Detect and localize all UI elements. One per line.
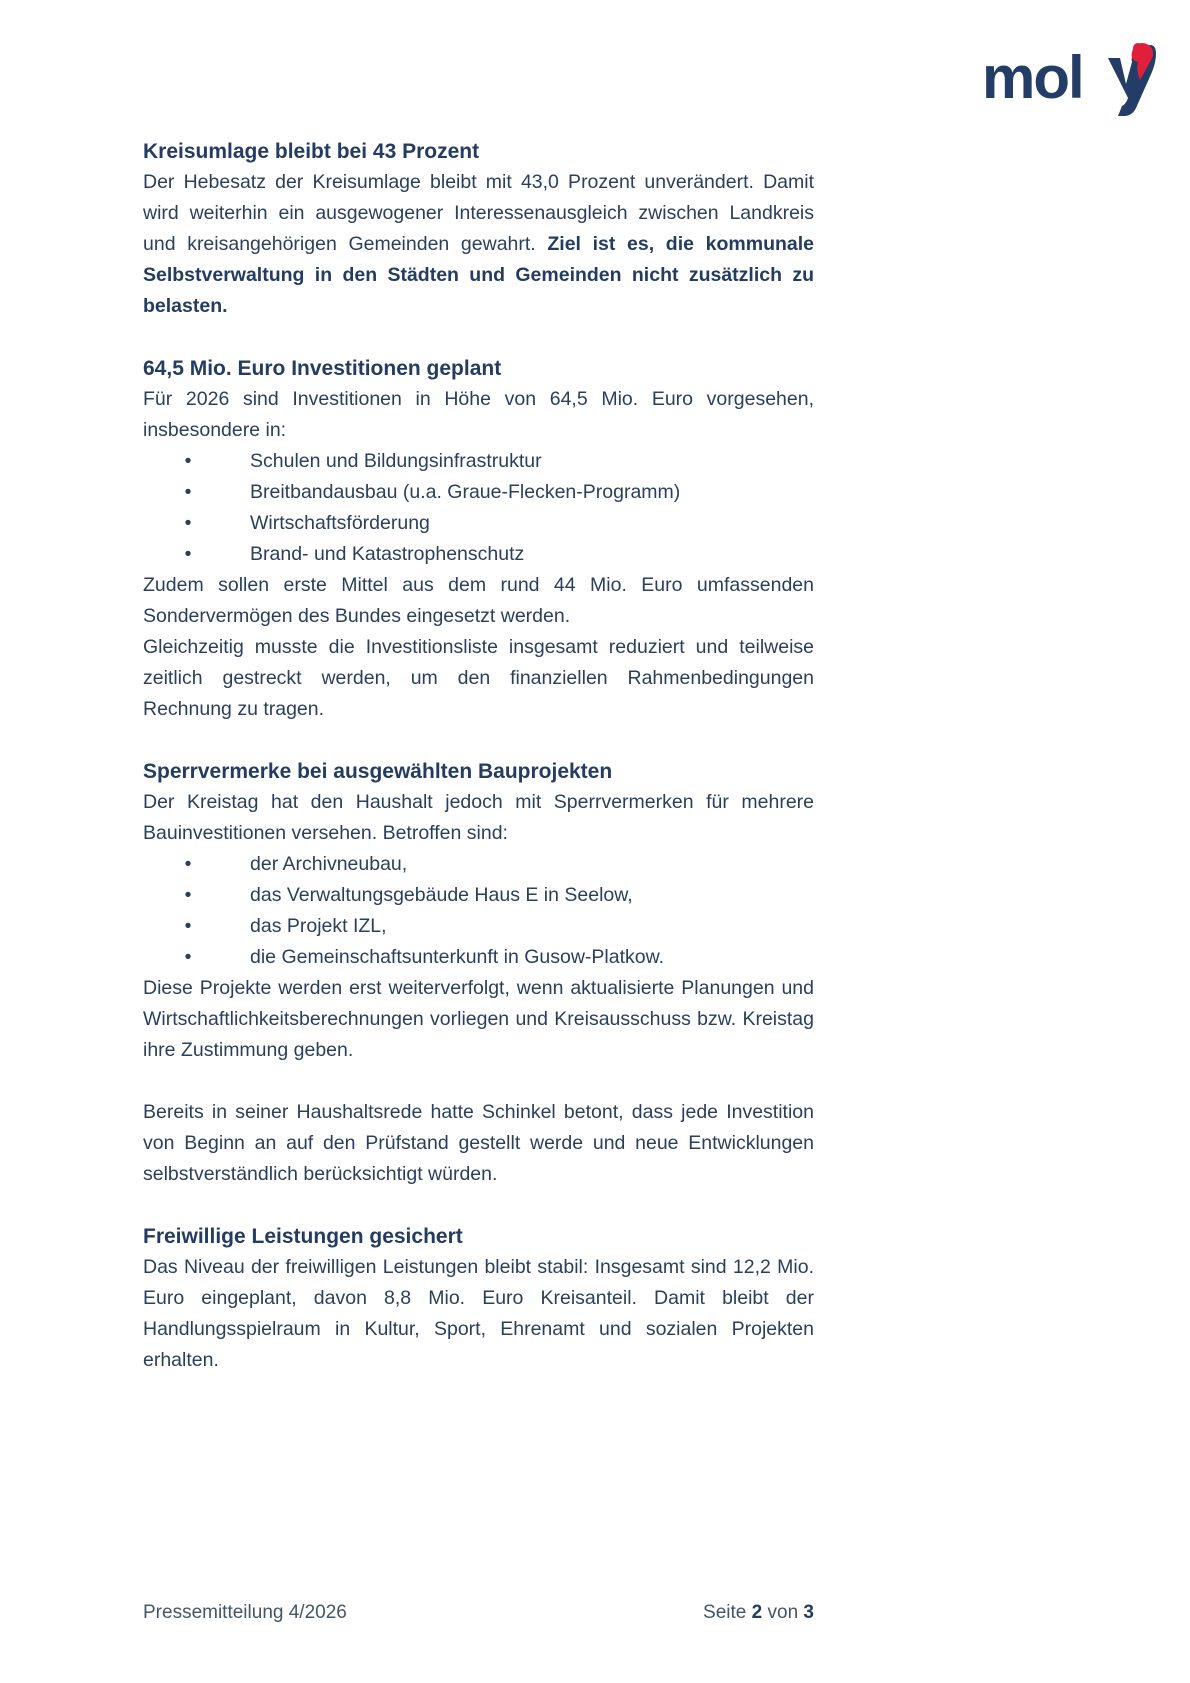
section-paragraph: Das Niveau der freiwilligen Leistungen bleibt stabil: Insgesamt sind 12,2 Mio. Euro eingeplant, davon 8,8 Mio. Euro Kreisanteil. Damit bleibt der Handlungsspielraum in Kultur, Sport, Ehrenamt und sozialen Projekten erhalten. bbox=[143, 1256, 814, 1371]
section-freiwillige-leistungen bbox=[143, 1221, 814, 1376]
list-item-text: die Gemeinschaftsunterkunft in Gusow-Platkow. bbox=[250, 946, 665, 968]
section-heading: 64,5 Mio. Euro Investitionen geplant bbox=[143, 357, 502, 380]
list-item bbox=[143, 880, 814, 911]
list-item-text: Schulen und Bildungsinfrastruktur bbox=[250, 450, 542, 472]
section-heading: Kreisumlage bleibt bei 43 Prozent bbox=[143, 140, 480, 163]
page-current: 2 bbox=[751, 1602, 763, 1623]
list-item bbox=[143, 508, 814, 539]
document-body bbox=[143, 136, 814, 1407]
section-haushaltsrede bbox=[143, 1097, 814, 1190]
page-middle: von bbox=[762, 1602, 804, 1623]
bullet-icon: • bbox=[184, 915, 192, 937]
list-item-text: Wirtschaftsförderung bbox=[250, 512, 430, 534]
section-paragraph: Bereits in seiner Haushaltsrede hatte Schinkel betont, dass jede Investition von Beginn an auf den Prüfstand gestellt werde und neue Entwicklungen selbstverständlich berücksichtigt würden. bbox=[143, 1101, 814, 1185]
bullet-list bbox=[143, 849, 814, 973]
list-item bbox=[143, 942, 814, 973]
list-item-text: Brand- und Katastrophenschutz bbox=[250, 543, 525, 565]
paragraph-bold-text: Ziel ist es, die kommunale Selbstverwaltung in den Städten und Gemeinden nicht zusätzlich zu belasten. bbox=[143, 233, 814, 317]
page-number bbox=[703, 1600, 814, 1626]
section-paragraph: Zudem sollen erste Mittel aus dem rund 44 Mio. Euro umfassenden Sondervermögen des Bundes eingesetzt werden. bbox=[143, 574, 814, 627]
paragraph-text: Der Hebesatz der Kreisumlage bleibt mit 43,0 Prozent unverändert. Damit wird weiterhin ein ausgewogener Interessenausgleich zwischen Landkreis und kreisangehörigen Gemeinden gewahrt. bbox=[143, 171, 814, 255]
list-item bbox=[143, 539, 814, 570]
bullet-icon: • bbox=[184, 481, 192, 503]
list-item-text: der Archivneubau, bbox=[250, 853, 408, 875]
bullet-icon: • bbox=[184, 853, 192, 875]
section-paragraph: Diese Projekte werden erst weiterverfolgt, wenn aktualisierte Planungen und Wirtschaftlichkeitsberechnungen vorliegen und Kreisausschuss bzw. Kreistag ihre Zustimmung geben. bbox=[143, 977, 814, 1061]
section-paragraph bbox=[143, 167, 814, 322]
list-item bbox=[143, 849, 814, 880]
logo-wordmark-icon bbox=[982, 43, 1156, 116]
page-total: 3 bbox=[803, 1602, 814, 1623]
moly-logo bbox=[980, 40, 1160, 118]
section-intro: Der Kreistag hat den Haushalt jedoch mit Sperrvermerken für mehrere Bauinvestitionen versehen. Betroffen sind: bbox=[143, 791, 814, 844]
bullet-icon: • bbox=[184, 946, 192, 968]
section-sperrvermerke bbox=[143, 756, 814, 1066]
section-heading: Sperrvermerke bei ausgewählten Bauprojekten bbox=[143, 760, 613, 783]
bullet-list bbox=[143, 446, 814, 570]
page-prefix: Seite bbox=[703, 1602, 752, 1623]
section-investitionen bbox=[143, 353, 814, 725]
list-item-text: das Projekt IZL, bbox=[250, 915, 387, 937]
bullet-icon: • bbox=[184, 884, 192, 906]
list-item bbox=[143, 477, 814, 508]
list-item-text: Breitbandausbau (u.a. Graue-Flecken-Programm) bbox=[250, 481, 681, 503]
bullet-icon: • bbox=[184, 543, 192, 565]
footer-document-label: Pressemitteilung 4/2026 bbox=[143, 1602, 347, 1623]
section-intro: Für 2026 sind Investitionen in Höhe von 64,5 Mio. Euro vorgesehen, insbesondere in: bbox=[143, 388, 814, 441]
bullet-icon: • bbox=[184, 512, 192, 534]
list-item bbox=[143, 446, 814, 477]
list-item bbox=[143, 911, 814, 942]
section-kreisumlage bbox=[143, 136, 814, 322]
section-heading: Freiwillige Leistungen gesichert bbox=[143, 1225, 463, 1248]
svg-text:mol: mol bbox=[982, 44, 1083, 111]
list-item-text: das Verwaltungsgebäude Haus E in Seelow, bbox=[250, 884, 633, 906]
bullet-icon: • bbox=[184, 450, 192, 472]
section-paragraph: Gleichzeitig musste die Investitionsliste insgesamt reduziert und teilweise zeitlich gestreckt werden, um den finanziellen Rahmenbedingungen Rechnung zu tragen. bbox=[143, 636, 814, 720]
